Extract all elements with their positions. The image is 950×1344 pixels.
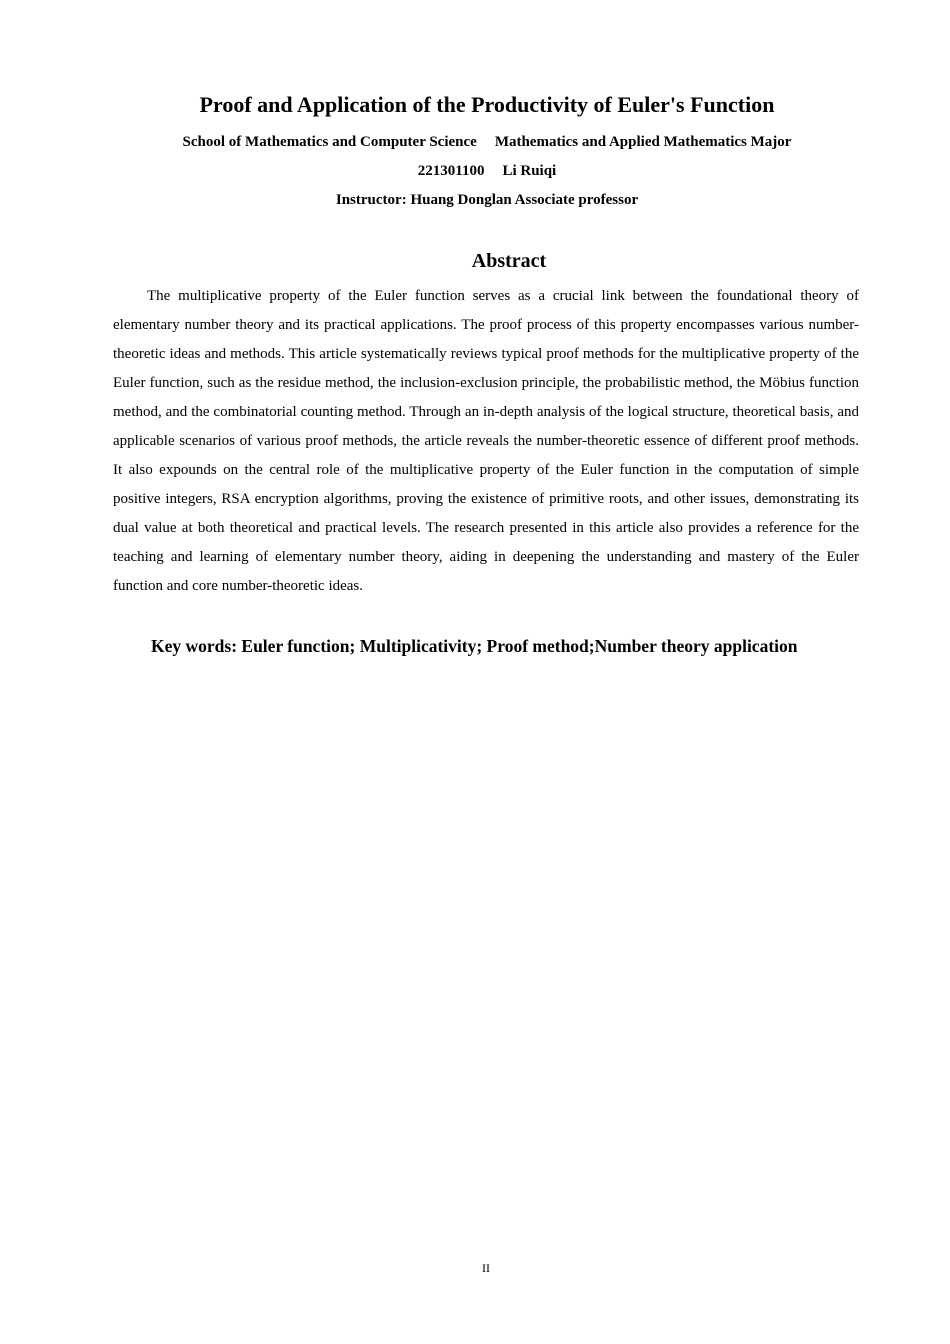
abstract-body: The multiplicative property of the Euler function serves as a crucial link between the foundational theory of elementary number theory and its practical applications. The proof process of this property encompasses various number-theoretic ideas and methods. This article systematically reviews typical proof methods for the multiplicative property of the Euler function, such as the residue method, the inclusion-exclusion principle, the probabilistic method, the Möbius function method, and the combinatorial counting method. Through an in-depth analysis of the logical structure, theoretical basis, and applicable scenarios of various proof methods, the article reveals the number-theoretic essence of different proof methods. It also expounds on the central role of the multiplicative property of the Euler function in the computation of simple positive integers, RSA encryption algorithms, proving the existence of primitive roots, and other issues, demonstrating its dual value at both theoretical and practical levels. The research presented in this article also provides a reference for the teaching and learning of elementary number theory, aiding in deepening the understanding and mastery of the Euler function and core number-theoretic ideas. (113, 288, 859, 594)
abstract-heading: Abstract (471, 250, 547, 272)
student-name: Li Ruiqi (502, 163, 557, 179)
paper-title: Proof and Application of the Productivity of Euler's Function (199, 92, 775, 117)
school-name: School of Mathematics and Computer Science (182, 134, 477, 150)
instructor-line: Instructor: Huang Donglan Associate professor (335, 192, 639, 208)
student-line (0, 161, 950, 181)
keywords: Key words: Euler function; Multiplicativity; Proof method;Number theory application (151, 636, 798, 656)
student-id: 221301100 (417, 163, 485, 179)
affiliation-line (0, 132, 950, 152)
page-number: II (482, 1261, 490, 1275)
major-name: Mathematics and Applied Mathematics Major (494, 134, 792, 150)
